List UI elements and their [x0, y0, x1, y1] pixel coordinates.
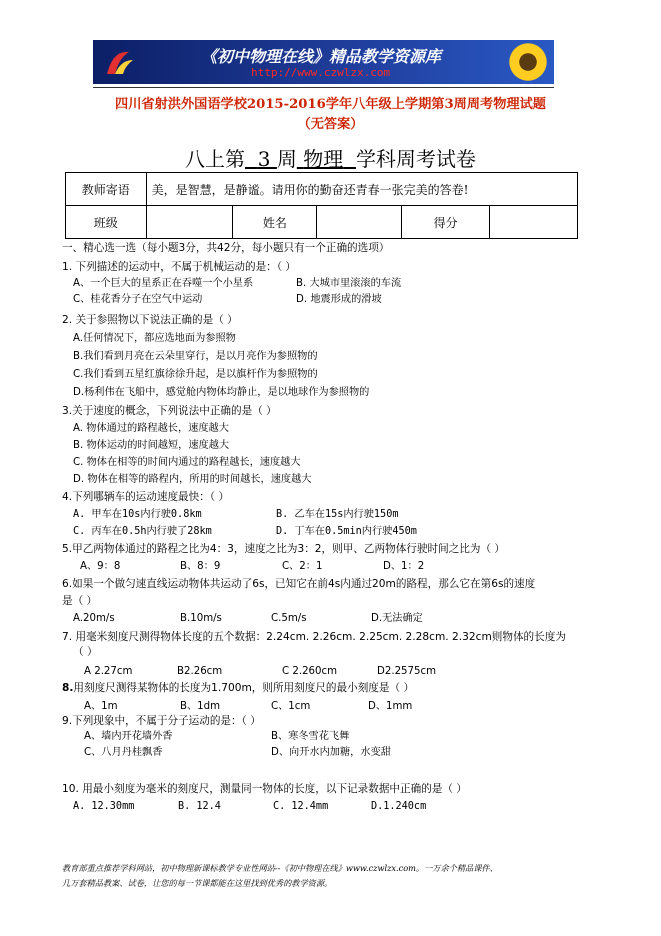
name-label: 姓名: [233, 206, 317, 239]
q5-option-b: B、8：9: [180, 561, 221, 572]
question-1-stem: 1. 下列描述的运动中，不属于机械运动的是：（ ）: [62, 261, 297, 273]
q4-option-c: C. 丙车在0.5h内行驶了28km: [73, 526, 212, 537]
q2-option-d: D.杨利伟在飞船中，感觉舱内物体均静止，是以地球作为参照物的: [73, 387, 370, 398]
question-8-stem: 8.用刻度尺测得某物体的长度为1.700m，则所用刻度尺的最小刻度是（ ）: [62, 682, 415, 694]
question-9-stem: 9.下列现象中，不属于分子运动的是：（ ）: [62, 715, 261, 727]
q10-option-c: C. 12.4mm: [273, 801, 329, 812]
exam-title-suffix: 学科周考试卷: [355, 147, 476, 171]
exam-week: 3: [257, 147, 271, 171]
name-field[interactable]: [317, 206, 402, 239]
q4-option-d: D. 丁车在0.5min内行驶450m: [276, 526, 417, 537]
question-10-stem: 10. 用最小刻度为毫米的刻度尺，测量同一物体的长度，以下记录数据中正确的是（ ）: [62, 783, 467, 795]
q10-option-b: B. 12.4: [178, 801, 221, 812]
student-info-table: [65, 172, 578, 239]
site-logo-icon: [103, 46, 137, 78]
q1-option-a: A、一个巨大的星系正在吞噬一个小星系: [73, 278, 254, 289]
q2-option-c: C.我们看到五星红旗徐徐升起，是以旗杆作为参照物的: [73, 369, 318, 380]
banner-title: 《初中物理在线》精品教学资源库: [201, 47, 442, 66]
q2-option-b: B.我们看到月亮在云朵里穿行，是以月亮作为参照物的: [73, 351, 318, 362]
exam-title: [0, 143, 661, 172]
q3-option-a: A. 物体通过的路程越长，速度越大: [73, 423, 229, 434]
q7-option-c: C 2.260cm: [282, 666, 338, 677]
score-label: 得分: [402, 206, 490, 239]
q3-option-c: C. 物体在相等的时间内通过的路程越长，速度越大: [73, 457, 301, 468]
question-2-stem: 2. 关于参照物以下说法正确的是（ ）: [62, 314, 238, 326]
exam-title-prefix: 八上第: [185, 147, 246, 171]
question-5-stem: 5.甲乙两物体通过的路程之比为4：3，速度之比为3：2，则甲、乙两物体行驶时间之比为（ ）: [62, 543, 505, 555]
exam-week-unit: 周: [276, 147, 297, 171]
q6-option-b: B.10m/s: [180, 613, 222, 624]
q3-option-b: B. 物体运动的时间越短，速度越大: [73, 440, 230, 451]
class-label: 班级: [66, 206, 147, 239]
doc-title-note: （无答案）: [297, 117, 364, 132]
q4-option-b: B. 乙车在15s内行驶150m: [276, 509, 399, 520]
q9-option-b: B、寒冬雪花飞舞: [271, 731, 350, 742]
teacher-motto: 美，是智慧，是静谧。请用你的勤奋还青春一张完美的答卷!: [146, 173, 577, 206]
banner-url[interactable]: http://www.czwlzx.com: [251, 66, 391, 79]
q1-option-c: C、桂花香分子在空气中运动: [73, 294, 203, 305]
footer-line-1: 教育部重点推荐学科网站，初中物理新课标教学专业性网站--《初中物理在线》www.czwlzx.com。一万余个精品课件、: [62, 863, 498, 873]
section-heading: 一、精心选一选（每小题3分，共42分，每小题只有一个正确的选项）: [62, 242, 390, 254]
q4-option-a: A. 甲车在10s内行驶0.8km: [73, 509, 202, 520]
q1-option-b: B. 大城市里滚滚的车流: [296, 278, 402, 289]
question-7-stem: 7. 用毫米刻度尺测得物体长度的五个数据：2.24cm. 2.26cm. 2.25cm. 2.28cm. 2.32cm则物体的长度为: [62, 631, 566, 643]
q8-option-d: D、1mm: [368, 701, 413, 712]
q5-option-a: A、9：8: [80, 561, 121, 572]
exam-subject: 物理: [303, 147, 344, 171]
sunflower-icon: [508, 42, 548, 82]
q6-option-d: D.无法确定: [371, 613, 423, 624]
q8-option-a: A、1m: [84, 701, 118, 712]
page-footer: [62, 861, 498, 891]
q6-option-c: C.5m/s: [271, 613, 307, 624]
question-6-stem: 6.如果一个做匀速直线运动物体共运动了6s，已知它在前4s内通过20m的路程，那么它在第6s的速度: [62, 578, 536, 590]
question-6-stem-cont: 是（ ）: [62, 595, 98, 607]
q7-option-b: B2.26cm: [177, 666, 223, 677]
site-banner: [93, 40, 554, 84]
divider: [93, 87, 554, 88]
q10-option-a: A. 12.30mm: [73, 801, 135, 812]
q9-option-a: A、墙内开花墙外香: [84, 731, 173, 742]
class-field[interactable]: [146, 206, 233, 239]
q6-option-a: A.20m/s: [73, 613, 115, 624]
question-4-stem: 4.下列哪辆车的运动速度最快：（ ）: [62, 491, 230, 503]
q7-option-a: A 2.27cm: [84, 666, 133, 677]
q10-option-d: D.1.240cm: [371, 801, 427, 812]
q2-option-a: A.任何情况下，都应选地面为参照物: [73, 333, 236, 344]
q1-option-d: D. 地震形成的滑坡: [296, 294, 382, 305]
q8-option-c: C、1cm: [271, 701, 311, 712]
footer-line-2: 几万套精品教案、试卷，让您的每一节课都能在这里找到优秀的教学资源。: [62, 878, 333, 888]
q9-option-d: D、向开水内加糖，水变甜: [271, 747, 391, 758]
q5-option-c: C、2：1: [282, 561, 323, 572]
q3-option-d: D. 物体在相等的路程内，所用的时间越长，速度越大: [73, 474, 312, 485]
q9-option-c: C、八月丹桂飘香: [84, 747, 163, 758]
q7-option-d: D2.2575cm: [377, 666, 437, 677]
q8-option-b: B、1dm: [180, 701, 221, 712]
q5-option-d: D、1：2: [383, 561, 425, 572]
doc-title: 四川省射洪外国语学校2015-2016学年八年级上学期第3周周考物理试题: [115, 97, 546, 112]
score-field[interactable]: [490, 206, 578, 239]
question-3-stem: 3.关于速度的概念，下列说法中正确的是（ ）: [62, 405, 277, 417]
question-7-stem-cont: （ ）: [73, 646, 98, 658]
motto-label: 教师寄语: [66, 173, 147, 206]
